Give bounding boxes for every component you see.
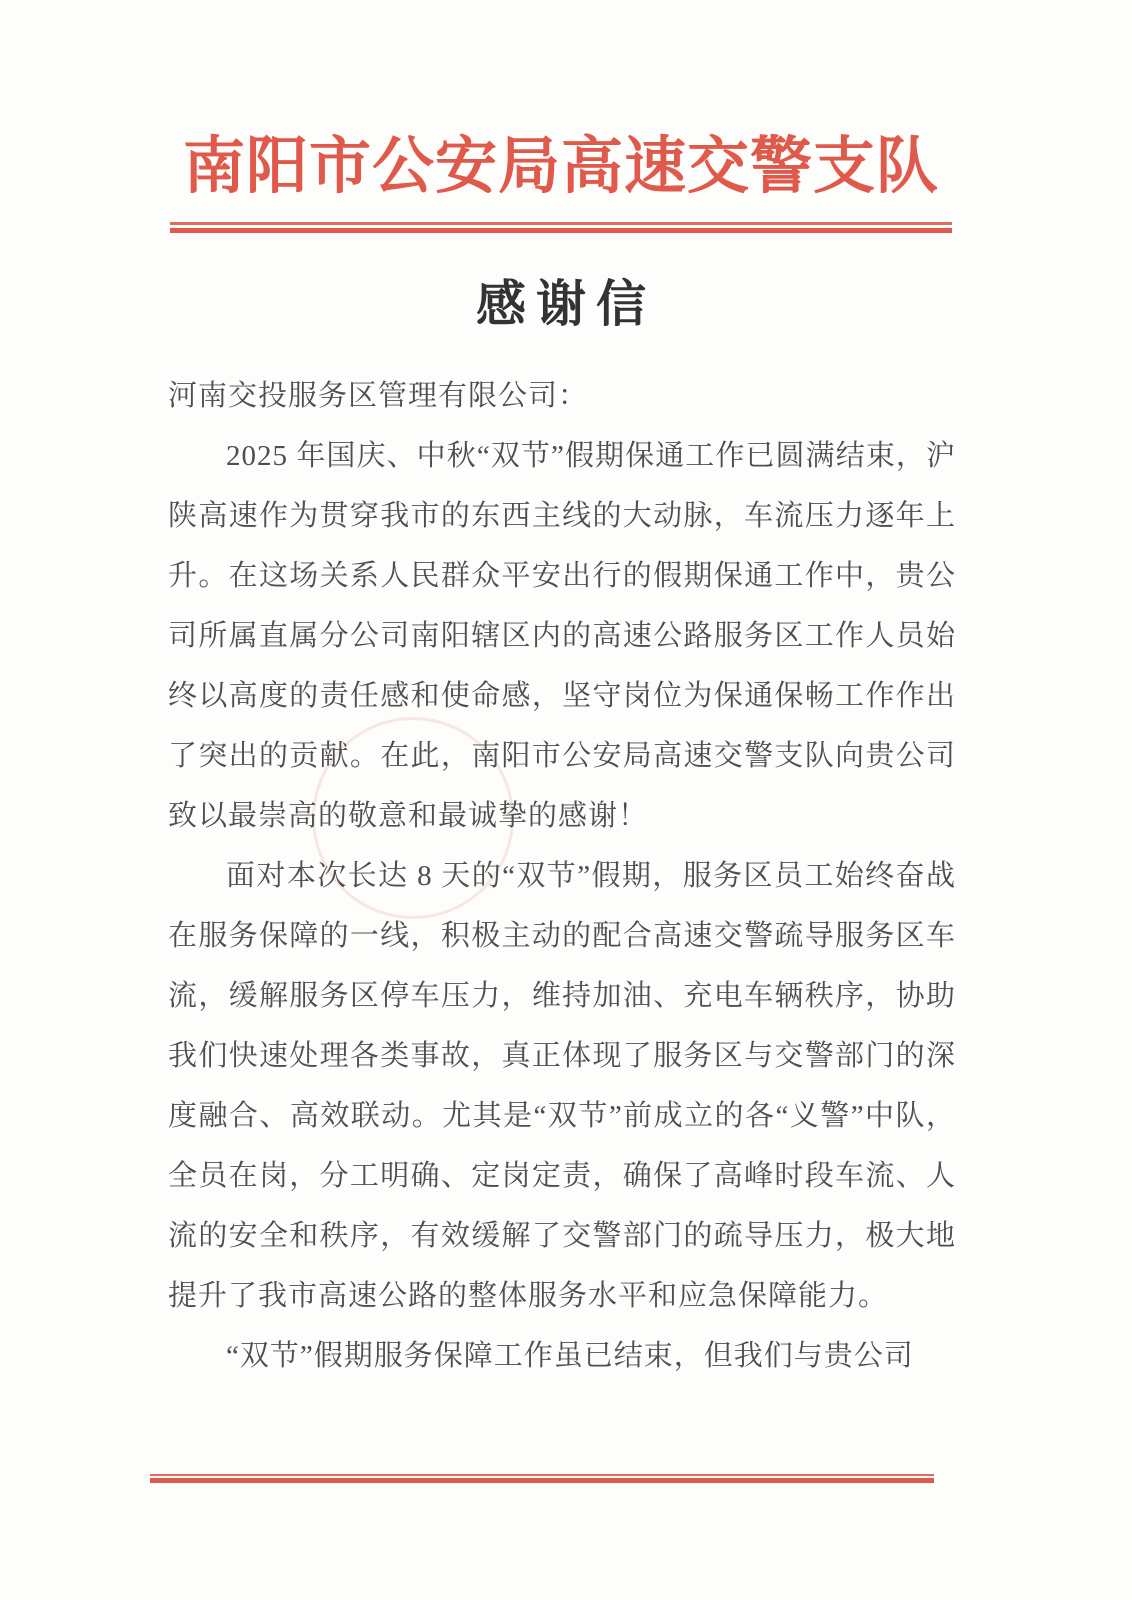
letterhead-org-title: 南阳市公安局高速交警支队 [182,133,939,201]
footer-rule-thin-line [150,1474,934,1476]
letter-title: 感谢信 [476,275,656,333]
letterhead-double-rule [170,222,952,233]
paragraph-2: 面对本次长达 8 天的“双节”假期，服务区员工始终奋战在服务保障的一线，积极主动的配合高速交警疏导服务区车流，缓解服务区停车压力，维持加油、充电车辆秩序，协助我们快速处理各类事故，真正体现了服务区与交警部门的深度融合、高效联动。尤其是“双节”前成立的各“义警”中队，全员在岗，分工明确、定岗定责，确保了高峰时段车流、人流的安全和秩序，有效缓解了交警部门的疏导压力，极大地提升了我市高速公路的整体服务水平和应急保障能力。 [168,860,956,1312]
recipient-line: 河南交投服务区管理有限公司： [168,380,589,412]
letter-body [168,366,956,1386]
paragraph-1: 2025 年国庆、中秋“双节”假期保通工作已圆满结束，沪陕高速作为贯穿我市的东西主线的大动脉，车流压力逐年上升。在这场关系人民群众平安出行的假期保通工作中，贵公司所属直属分公司南阳辖区内的高速公路服务区工作人员始终以高度的责任感和使命感，坚守岗位为保通保畅工作作出了突出的贡献。在此，南阳市公安局高速交警支队向贵公司致以最崇高的敬意和最诚挚的感谢！ [168,440,956,832]
letterhead-rule-thin-line [170,222,952,225]
paragraph-3-partial: “双节”假期服务保障工作虽已结束，但我们与贵公司 [226,1340,914,1372]
footer-rule [150,1474,934,1483]
letterhead-rule-thick-line [170,228,952,233]
footer-rule-thick-line [150,1478,934,1483]
